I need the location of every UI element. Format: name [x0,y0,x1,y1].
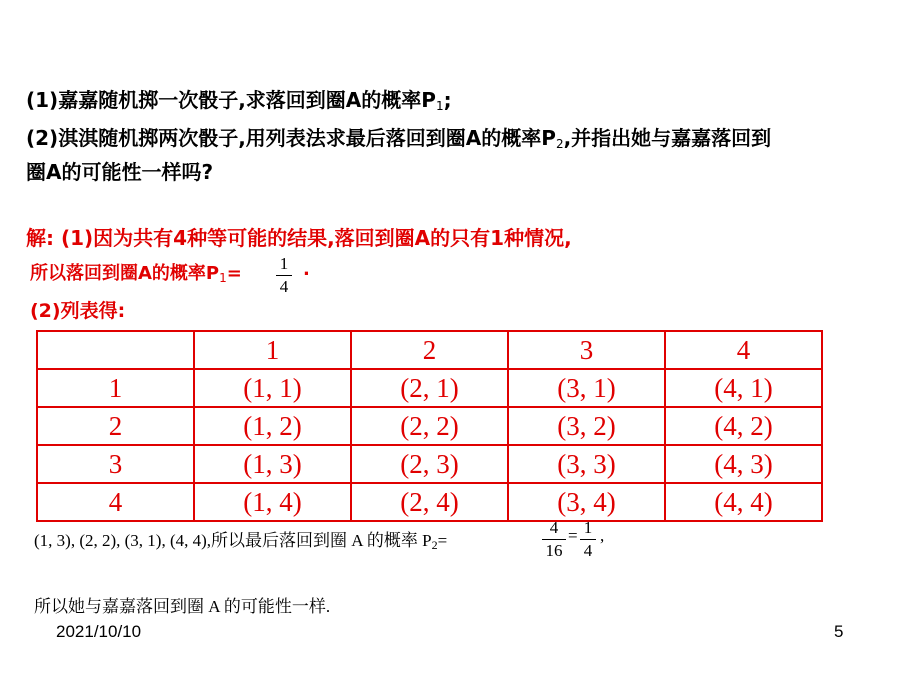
table-cell: (1, 2) [194,407,351,445]
question-1: (1)嘉嘉随机掷一次骰子,求落回到圈A的概率$P_1$; [26,88,452,113]
table-header-cell: 3 [508,331,665,369]
table-row [37,407,822,445]
table-cell: (2, 3) [351,445,508,483]
table-row-label: 3 [37,445,194,483]
table-header-cell: 2 [351,331,508,369]
conclusion-line-2: 所以她与嘉嘉落回到圈 A 的可能性一样. [34,597,331,616]
question-2: (2)淇淇随机掷两次骰子,用列表法求最后落回到圈A的概率$P_2$,并指出她与嘉嘉落回到 [26,126,772,151]
table-cell: (1, 1) [194,369,351,407]
table-header-cell: 1 [194,331,351,369]
table-header-cell: 4 [665,331,822,369]
table-row-label: 1 [37,369,194,407]
outcome-table [36,330,823,522]
table-row [37,369,822,407]
table-cell: (1, 3) [194,445,351,483]
table-row [37,483,822,521]
table-cell: (2, 4) [351,483,508,521]
table-row-label: 2 [37,407,194,445]
footer-date: 2021/10/10 [56,622,142,641]
fraction-one-quarter-2: 1 4 [580,518,596,561]
solution-line-1: 解: (1)因为共有4种等可能的结果,落回到圈A的只有1种情况, [26,226,572,250]
fraction-four-sixteenths: 4 16 [542,518,566,561]
conclusion-comma: , [600,526,605,545]
table-cell: (1, 4) [194,483,351,521]
table-header-cell [37,331,194,369]
table-cell: (3, 1) [508,369,665,407]
table-cell: (4, 3) [665,445,822,483]
question-2-line2: 圈A的可能性一样吗? [26,160,214,184]
table-cell: (3, 2) [508,407,665,445]
table-cell: (3, 4) [508,483,665,521]
table-header-row [37,331,822,369]
conclusion-line-1: (1, 3), (2, 2), (3, 1), (4, 4),所以最后落回到圈 A 的概率 $P_2=$ [34,531,448,552]
table-row-label: 4 [37,483,194,521]
table-cell: (2, 1) [351,369,508,407]
table-cell: (3, 3) [508,445,665,483]
conclusion-eq-2: = [568,526,578,545]
page-number: 5 [834,622,844,641]
table-cell: (2, 2) [351,407,508,445]
table-row [37,445,822,483]
solution-line-2-end: . [303,259,310,280]
solution-line-3: (2)列表得: [30,300,126,322]
fraction-one-quarter: 1 4 [276,254,292,297]
table-cell: (4, 1) [665,369,822,407]
table-cell: (4, 4) [665,483,822,521]
solution-line-2: 所以落回到圈A的概率$P_1=$ [30,263,242,285]
table-cell: (4, 2) [665,407,822,445]
